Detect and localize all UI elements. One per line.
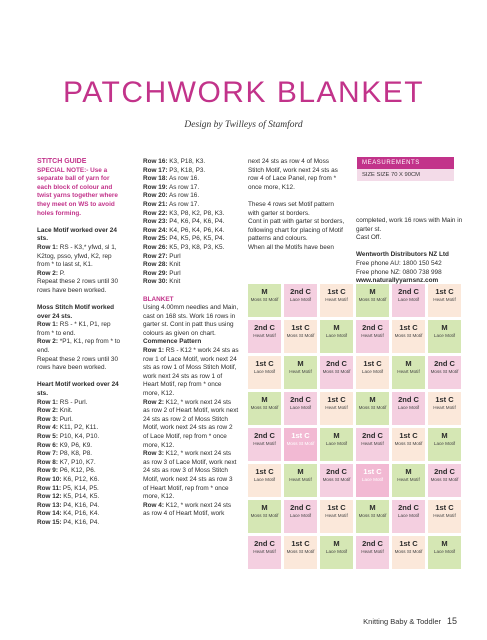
- chart-square: [320, 356, 353, 389]
- pattern-row: Row 28: Knit: [143, 261, 181, 269]
- pattern-row: Row 17: P3, K18, P3.: [143, 166, 206, 174]
- pattern-row: Row 25: P4, K5, P6, K5, P4.: [143, 235, 225, 243]
- chart-square: [356, 464, 389, 497]
- set-pattern-note: These 4 rows set Motif pattern with garter st borders.: [248, 200, 334, 217]
- chart-square: [356, 284, 389, 317]
- pattern-row: Row 5: P10, K4, P10.: [37, 433, 100, 440]
- chart-colour-label: 1st C: [291, 323, 310, 332]
- commence-pattern-heading: Commence Pattern: [143, 338, 202, 346]
- chart-colour-label: 1st C: [363, 359, 382, 368]
- chart-motif-label: Heart Motif: [253, 549, 276, 554]
- chart-square: [320, 284, 353, 317]
- pattern-row: Row 10: K6, P12, K6.: [37, 475, 100, 483]
- chart-square: [248, 500, 281, 533]
- chart-square: [248, 356, 281, 389]
- chart-motif-label: Heart Motif: [433, 405, 456, 410]
- chart-motif-label: Lace Motif: [289, 405, 312, 410]
- chart-colour-label: 2nd C: [362, 323, 383, 332]
- chart-motif-label: Moss St Motif: [394, 441, 423, 446]
- chart-motif-label: Heart Motif: [361, 441, 384, 446]
- moss-row-1: Row 1: RS - * K1, P1, rep from * to end.: [37, 321, 111, 337]
- chart-colour-label: 1st C: [291, 431, 310, 440]
- chart-square: [284, 392, 317, 425]
- chart-colour-label: 1st C: [399, 323, 418, 332]
- lace-row-2: Row 2: P.: [37, 269, 65, 277]
- chart-motif-label: Lace Motif: [361, 477, 384, 482]
- pattern-row: Row 20: As row 16.: [143, 192, 200, 200]
- moss-repeat-note: Repeat these 2 rows until 30 rows have been worked.: [37, 355, 118, 372]
- chart-square: [284, 428, 317, 461]
- stitch-guide-heading: STITCH GUIDE: [37, 158, 87, 165]
- chart-colour-label: M: [405, 467, 412, 476]
- chart-square: [392, 320, 425, 353]
- pattern-row: Row 4: K11, P2, K11.: [37, 424, 99, 432]
- chart-square: [428, 536, 461, 569]
- motifs-complete-note: When all the Motifs have been: [248, 243, 334, 251]
- chart-motif-label: Moss St Motif: [322, 477, 351, 482]
- chart-motif-label: Heart Motif: [361, 333, 384, 338]
- chart-colour-label: 2nd C: [362, 539, 383, 548]
- chart-motif-label: Lace Motif: [433, 441, 456, 446]
- chart-square: [320, 464, 353, 497]
- chart-square: [248, 320, 281, 353]
- chart-colour-label: 2nd C: [254, 431, 275, 440]
- chart-colour-label: M: [333, 539, 340, 548]
- chart-square: [428, 320, 461, 353]
- phone-au: Free phone AU: 1800 150 542: [356, 259, 442, 267]
- continue-note: Cont in patt with garter st borders, following chart for placing of Motif patterns and colours.: [248, 218, 345, 243]
- chart-colour-label: 1st C: [435, 503, 454, 512]
- chart-motif-label: Lace Motif: [325, 441, 348, 446]
- chart-motif-label: Moss St Motif: [250, 513, 279, 518]
- chart-square: [428, 284, 461, 317]
- pattern-row: Row 14: K4, P16, K4.: [37, 510, 100, 518]
- chart-motif-label: Lace Motif: [253, 369, 276, 374]
- chart-colour-label: M: [369, 503, 376, 512]
- chart-colour-label: 2nd C: [290, 287, 311, 296]
- distributor-website[interactable]: www.naturallyyarnsnz.com: [356, 277, 439, 285]
- chart-square: [392, 392, 425, 425]
- special-note: SPECIAL NOTE:- Use a separate ball of yarn for each block of colour and twist yarns together where they meet on WS to avoid holes forming.: [37, 166, 118, 217]
- heart-rows-list-continued: [143, 158, 239, 287]
- chart-motif-label: Lace Motif: [325, 333, 348, 338]
- chart-motif-label: Heart Motif: [253, 441, 276, 446]
- chart-colour-label: 1st C: [435, 395, 454, 404]
- pattern-row: Row 6: K9, P6, K9.: [37, 441, 93, 449]
- chart-square: [428, 392, 461, 425]
- chart-motif-label: Lace Motif: [433, 549, 456, 554]
- chart-motif-label: Lace Motif: [397, 513, 420, 518]
- chart-square: [356, 536, 389, 569]
- chart-square: [392, 284, 425, 317]
- chart-colour-label: 2nd C: [290, 503, 311, 512]
- chart-motif-label: Lace Motif: [289, 297, 312, 302]
- chart-colour-label: 2nd C: [362, 431, 383, 440]
- pattern-row: Row 18: As row 16.: [143, 175, 200, 183]
- page-number: 15: [446, 616, 457, 626]
- pattern-row: Row 12: K5, P14, K5.: [37, 493, 100, 501]
- chart-square: [428, 356, 461, 389]
- chart-square: [284, 536, 317, 569]
- chart-colour-label: M: [297, 359, 304, 368]
- chart-square: [428, 464, 461, 497]
- lace-repeat-note: Repeat these 2 rows until 30 rows have been worked.: [37, 278, 118, 294]
- chart-square: [320, 500, 353, 533]
- chart-square: [428, 428, 461, 461]
- chart-colour-label: M: [261, 395, 268, 404]
- chart-square: [356, 500, 389, 533]
- chart-square: [284, 284, 317, 317]
- chart-colour-label: 2nd C: [398, 395, 419, 404]
- chart-square: [356, 428, 389, 461]
- chart-square: [320, 392, 353, 425]
- pattern-column-2: [143, 158, 239, 519]
- pattern-row: Row 8: K7, P10, K7.: [37, 458, 96, 466]
- chart-colour-label: 1st C: [327, 395, 346, 404]
- cast-off-note: Cast Off.: [356, 234, 382, 242]
- blanket-instructions: Using 4.00mm needles and Main, cast on 168 sts. Work 16 rows in garter st. Cont in patt thus using colours as given on chart.: [143, 304, 239, 337]
- chart-square: [320, 428, 353, 461]
- chart-square: [356, 356, 389, 389]
- colour-chart: [248, 284, 461, 569]
- chart-motif-label: Lace Motif: [361, 369, 384, 374]
- chart-square: [356, 320, 389, 353]
- measurements-size: SIZE SIZE 70 X 90CM: [357, 169, 454, 181]
- measurements-heading: MEASUREMENTS: [357, 157, 454, 169]
- chart-motif-label: Lace Motif: [397, 297, 420, 302]
- chart-colour-label: 2nd C: [254, 539, 275, 548]
- chart-motif-label: Moss St Motif: [286, 441, 315, 446]
- chart-motif-label: Heart Motif: [325, 405, 348, 410]
- chart-motif-label: Heart Motif: [289, 477, 312, 482]
- chart-square: [392, 428, 425, 461]
- pattern-row: Row 21: As row 17.: [143, 200, 200, 208]
- commence-row-1: Row 1: RS - K12 * work 24 sts as row 1 of Lace Motif, work next 24 sts as row 1 of Moss Stitch Motif, work next 24 sts as row 1 of Heart Motif, rep from * once more, K12.: [143, 347, 239, 398]
- chart-motif-label: Heart Motif: [361, 549, 384, 554]
- chart-square: [320, 320, 353, 353]
- moss-motif-heading: Moss Stitch Motif worked over 24 sts.: [37, 304, 115, 320]
- chart-motif-label: Moss St Motif: [430, 477, 459, 482]
- chart-square: [248, 392, 281, 425]
- chart-square: [284, 320, 317, 353]
- pattern-row: Row 3: Purl.: [37, 415, 73, 423]
- chart-motif-label: Heart Motif: [253, 333, 276, 338]
- chart-colour-label: 2nd C: [290, 395, 311, 404]
- chart-motif-label: Lace Motif: [433, 333, 456, 338]
- pattern-row: Row 13: P4, K16, P4.: [37, 501, 100, 509]
- moss-row-2: Row 2: *P1, K1, rep from * to end.: [37, 338, 121, 355]
- chart-colour-label: 2nd C: [398, 503, 419, 512]
- chart-motif-label: Heart Motif: [397, 369, 420, 374]
- chart-motif-label: Moss St Motif: [286, 333, 315, 338]
- pattern-row: Row 7: P8, K8, P8.: [37, 450, 93, 458]
- commence-row-2: Row 2: K12, * work next 24 sts as row 2 of Heart Motif, work next 24 sts as row 2 of Moss Stitch Motif, work next 24 sts as row 2 of Lace Motif, rep from * once more, K12.: [143, 398, 239, 449]
- pattern-row: Row 15: P4, K16, P4.: [37, 518, 100, 526]
- chart-square: [392, 464, 425, 497]
- page-footer: [363, 616, 457, 626]
- pattern-row: Row 29: Purl: [143, 269, 181, 277]
- chart-colour-label: M: [333, 323, 340, 332]
- chart-motif-label: Heart Motif: [433, 513, 456, 518]
- chart-colour-label: M: [369, 395, 376, 404]
- chart-motif-label: Moss St Motif: [394, 549, 423, 554]
- commence-row-4: Row 4: K12, * work next 24 sts as row 4 of Heart Motif, work: [143, 501, 232, 518]
- chart-colour-label: M: [369, 287, 376, 296]
- pattern-row: Row 9: P6, K12, P6.: [37, 467, 96, 475]
- chart-motif-label: Lace Motif: [253, 477, 276, 482]
- pattern-row: Row 27: Purl: [143, 252, 181, 260]
- chart-colour-label: 1st C: [363, 467, 382, 476]
- chart-motif-label: Heart Motif: [325, 513, 348, 518]
- chart-motif-label: Heart Motif: [397, 477, 420, 482]
- chart-motif-label: Moss St Motif: [430, 369, 459, 374]
- chart-colour-label: M: [333, 431, 340, 440]
- chart-colour-label: 2nd C: [326, 359, 347, 368]
- page-title: PATCHWORK BLANKET: [62, 76, 425, 109]
- chart-colour-label: M: [261, 503, 268, 512]
- chart-square: [320, 536, 353, 569]
- chart-motif-label: Moss St Motif: [358, 297, 387, 302]
- chart-colour-label: 1st C: [435, 287, 454, 296]
- chart-motif-label: Moss St Motif: [358, 513, 387, 518]
- chart-colour-label: M: [441, 323, 448, 332]
- chart-motif-label: Moss St Motif: [394, 333, 423, 338]
- chart-motif-label: Moss St Motif: [322, 369, 351, 374]
- finishing-note: completed, work 16 rows with Main in garter st.: [356, 217, 463, 233]
- chart-square: [356, 392, 389, 425]
- chart-colour-label: M: [261, 287, 268, 296]
- blanket-heading: BLANKET: [143, 295, 174, 303]
- measurements-box: [357, 157, 454, 181]
- chart-colour-label: 1st C: [327, 287, 346, 296]
- distributor-name: Wentworth Distributors NZ Ltd: [356, 251, 449, 259]
- chart-colour-label: 1st C: [291, 539, 310, 548]
- chart-motif-label: Heart Motif: [325, 297, 348, 302]
- chart-colour-label: 1st C: [255, 467, 274, 476]
- chart-square: [392, 500, 425, 533]
- chart-colour-label: M: [441, 431, 448, 440]
- chart-colour-label: 1st C: [399, 431, 418, 440]
- chart-colour-label: 1st C: [327, 503, 346, 512]
- magazine-name: Knitting Baby & Toddler: [363, 617, 441, 626]
- pattern-row: Row 26: K5, P3, K8, P3, K5.: [143, 243, 225, 251]
- chart-square: [392, 356, 425, 389]
- pattern-row: Row 2: Knit.: [37, 407, 73, 415]
- chart-colour-label: M: [297, 467, 304, 476]
- chart-square: [248, 536, 281, 569]
- chart-motif-label: Moss St Motif: [250, 405, 279, 410]
- chart-square: [284, 356, 317, 389]
- designer-credit: Design by Twilleys of Stamford: [184, 120, 303, 130]
- pattern-column-3: [248, 158, 346, 253]
- chart-colour-label: 2nd C: [326, 467, 347, 476]
- pattern-row: Row 19: As row 17.: [143, 183, 200, 191]
- phone-nz: Free phone NZ: 0800 738 998: [356, 268, 442, 276]
- chart-square: [284, 500, 317, 533]
- chart-colour-label: 1st C: [255, 359, 274, 368]
- pattern-row: Row 23: P4, K6, P4, K6, P4.: [143, 218, 225, 226]
- chart-motif-label: Moss St Motif: [286, 549, 315, 554]
- chart-motif-label: Heart Motif: [433, 297, 456, 302]
- lace-motif-heading: Lace Motif worked over 24 sts.: [37, 226, 117, 243]
- pattern-row: Row 30: Knit: [143, 278, 181, 286]
- commence-row-3: Row 3: K12, * work next 24 sts as row 3 of Lace Motif, work next 24 sts as row 3 of Moss Stitch Motif, work next 24 sts as row 3 of Heart Motif, rep from * once more, K12.: [143, 450, 237, 501]
- pattern-column-4: [356, 217, 466, 286]
- chart-colour-label: 2nd C: [254, 323, 275, 332]
- heart-motif-heading: Heart Motif worked over 24 sts.: [37, 381, 119, 398]
- pattern-row: Row 1: RS - Purl.: [37, 398, 88, 406]
- chart-motif-label: Moss St Motif: [358, 405, 387, 410]
- chart-colour-label: M: [405, 359, 412, 368]
- chart-square: [392, 536, 425, 569]
- chart-square: [248, 464, 281, 497]
- chart-colour-label: 2nd C: [434, 467, 455, 476]
- chart-colour-label: 2nd C: [398, 287, 419, 296]
- chart-colour-label: 2nd C: [434, 359, 455, 368]
- chart-motif-label: Heart Motif: [289, 369, 312, 374]
- chart-motif-label: Moss St Motif: [250, 297, 279, 302]
- heart-rows-list: [37, 399, 123, 528]
- chart-square: [284, 464, 317, 497]
- pattern-row: Row 11: P5, K14, P5.: [37, 484, 99, 492]
- pattern-row: Row 16: K3, P18, K3.: [143, 158, 206, 165]
- chart-square: [248, 284, 281, 317]
- chart-motif-label: Lace Motif: [325, 549, 348, 554]
- chart-motif-label: Lace Motif: [397, 405, 420, 410]
- chart-colour-label: 1st C: [399, 539, 418, 548]
- chart-square: [428, 500, 461, 533]
- stitch-guide-column: [37, 158, 123, 528]
- chart-motif-label: Lace Motif: [289, 513, 312, 518]
- chart-square: [248, 428, 281, 461]
- pattern-row: Row 24: K4, P6, K4, P6, K4.: [143, 226, 225, 234]
- lace-row-1: Row 1: RS - K3,* yfwd, sl 1, K2tog, psso, yfwd, K2, rep from * to last st, K1.: [37, 243, 117, 269]
- pattern-row: Row 22: K3, P8, K2, P8, K3.: [143, 209, 225, 217]
- chart-colour-label: M: [441, 539, 448, 548]
- row4-continued: next 24 sts as row 4 of Moss Stitch Motif, work next 24 sts as row 4 of Lace Panel, rep from * once more, K12.: [248, 158, 338, 191]
